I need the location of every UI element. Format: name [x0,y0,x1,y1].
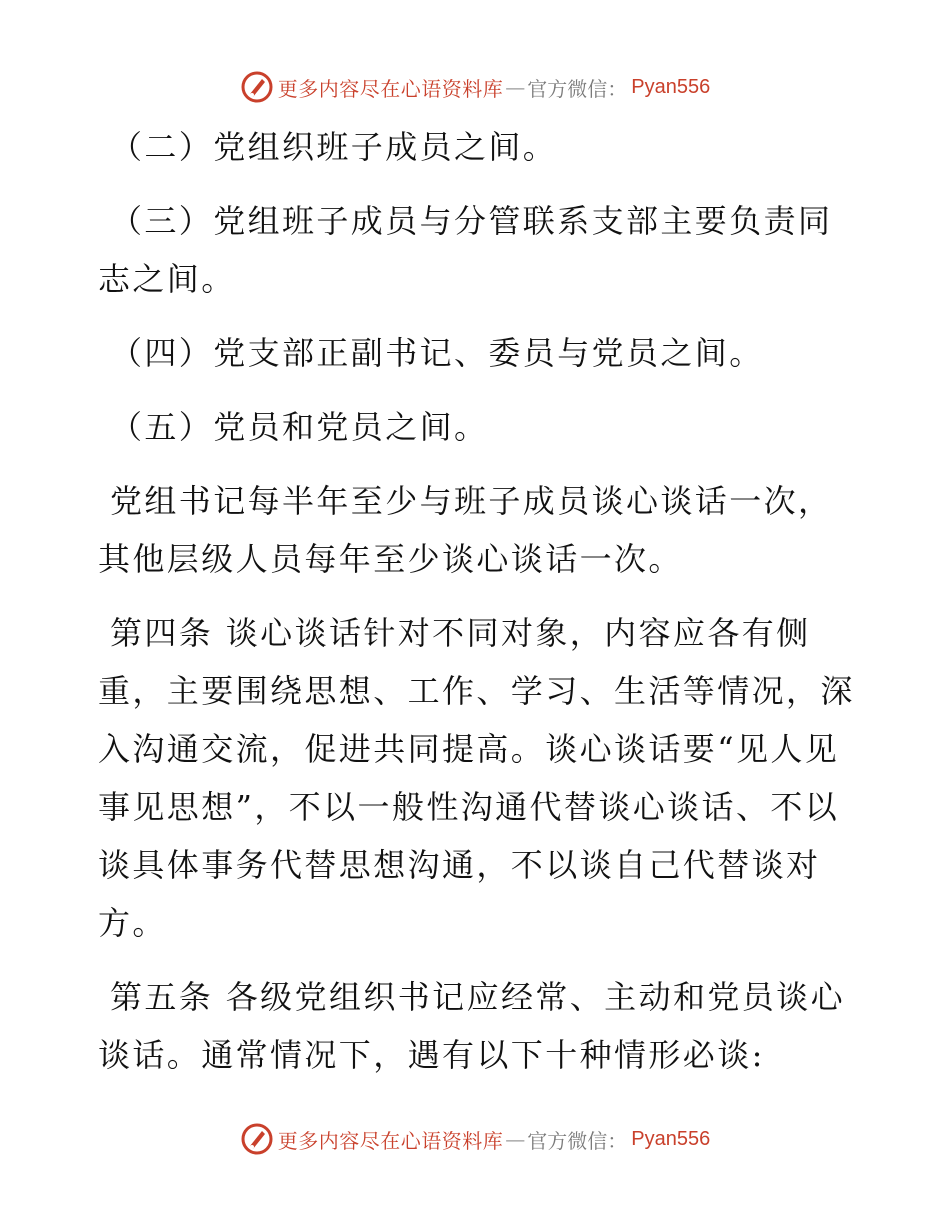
paragraph-4: （五）党员和党员之间。 [110,408,489,446]
paragraph-5: 党组书记每半年至少与班子成员谈心谈话一次，其他层级人员每年至少谈心谈话一次。 [98,482,833,578]
paragraph-6: 第四条 谈心谈话针对不同对象，内容应各有侧重，主要围绕思想、工作、学习、生活等情况，深入沟通交流，促进共同提高。谈心谈话要“见人见事见思想”，不以一般性沟通代替谈心谈话、不以谈具体事务代替思想沟通，不以谈自己代替谈对方。 [98,614,855,942]
paragraph-3: （四）党支部正副书记、委员与党员之间。 [110,334,764,372]
watermark-wechat-label: 官方微信： [527,76,628,101]
pen-logo-icon [240,1122,274,1156]
header-watermark [0,70,950,104]
watermark-site-text: 更多内容尽在心语资料库 [277,1128,504,1153]
paragraph-1: （二）党组织班子成员之间。 [110,128,558,166]
watermark-dash: — [505,1127,526,1151]
watermark-site-text: 更多内容尽在心语资料库 [277,76,504,101]
paragraph-2: （三）党组班子成员与分管联系支部主要负责同志之间。 [98,202,833,298]
document-body [98,118,858,1100]
footer-watermark [0,1122,950,1156]
paragraph-7: 第五条 各级党组织书记应经常、主动和党员谈心谈话。通常情况下，遇有以下十种情形必谈: [98,978,845,1074]
watermark-dash: — [505,75,526,99]
pen-logo-icon [240,70,274,104]
watermark-wechat-label: 官方微信： [527,1128,628,1153]
watermark-wechat-id: Pyan556 [631,1127,711,1150]
watermark-wechat-id: Pyan556 [631,75,711,98]
